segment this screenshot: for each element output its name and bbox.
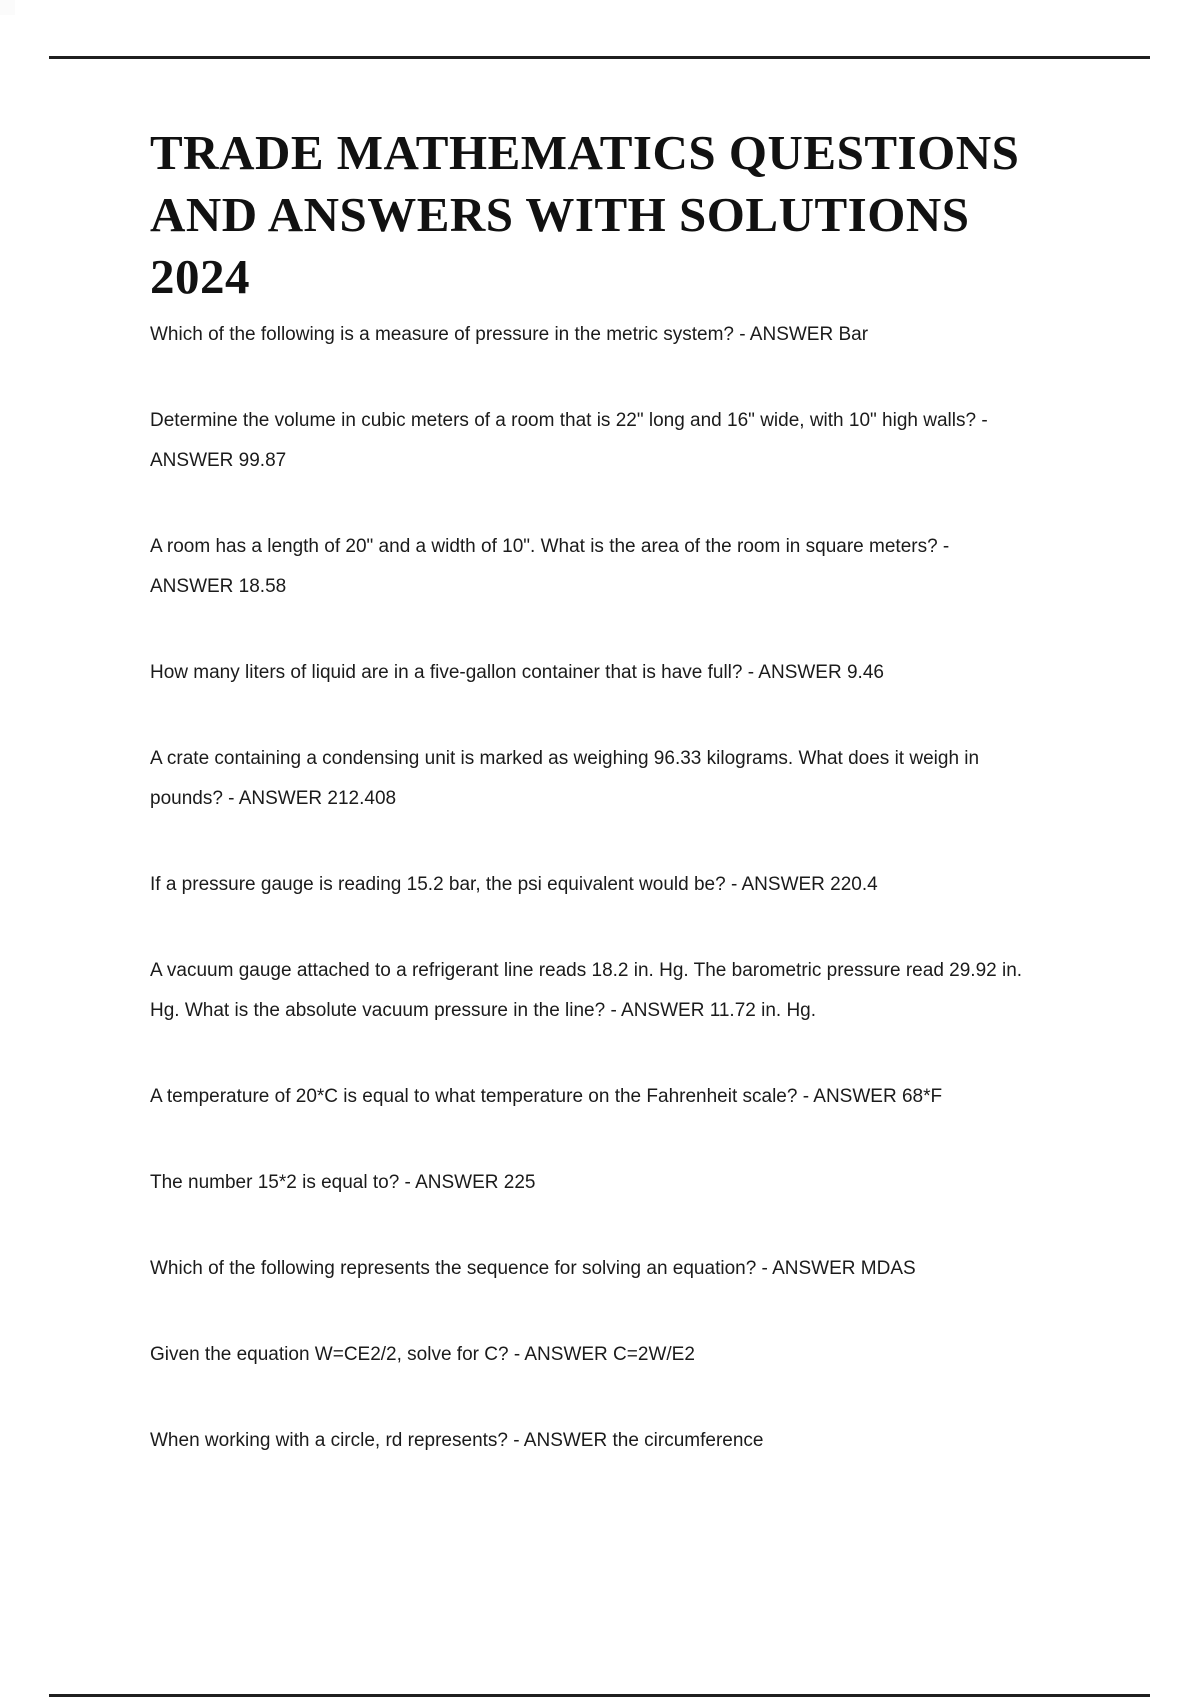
- qa-paragraph: [150, 1163, 1080, 1203]
- qa-line: A room has a length of 20" and a width of 10". What is the area of the room in square meters? -: [150, 536, 950, 557]
- qa-paragraph: [150, 527, 1080, 607]
- bottom-border-rule: [49, 1694, 1150, 1697]
- qa-line: pounds? - ANSWER 212.408: [150, 788, 397, 809]
- qa-line: A vacuum gauge attached to a refrigerant line reads 18.2 in. Hg. The barometric pressure read 29.92 in.: [150, 960, 1023, 981]
- page-title-line-2: AND ANSWERS WITH SOLUTIONS 2024: [150, 187, 970, 304]
- qa-paragraph: [150, 865, 1080, 905]
- qa-line: Determine the volume in cubic meters of a room that is 22" long and 16" wide, with 10" high walls? -: [150, 410, 988, 431]
- qa-line: The number 15*2 is equal to? - ANSWER 225: [150, 1172, 536, 1193]
- qa-line: When working with a circle, rd represents? - ANSWER the circumference: [150, 1430, 764, 1451]
- qa-paragraph: [150, 1335, 1080, 1375]
- qa-paragraph: [150, 1077, 1080, 1117]
- page-content: [150, 0, 1080, 1507]
- qa-line: Hg. What is the absolute vacuum pressure in the line? - ANSWER 11.72 in. Hg.: [150, 1000, 817, 1021]
- qa-line: A crate containing a condensing unit is marked as weighing 96.33 kilograms. What does it weigh in: [150, 748, 980, 769]
- qa-paragraph: [150, 1421, 1080, 1461]
- qa-paragraph: [150, 739, 1080, 819]
- qa-line: Which of the following represents the sequence for solving an equation? - ANSWER MDAS: [150, 1258, 916, 1279]
- qa-line: A temperature of 20*C is equal to what temperature on the Fahrenheit scale? - ANSWER 68*F: [150, 1086, 943, 1107]
- qa-paragraph: [150, 401, 1080, 481]
- page-title-line-1: TRADE MATHEMATICS QUESTIONS: [150, 125, 1020, 180]
- qa-line: Which of the following is a measure of pressure in the metric system? - ANSWER Bar: [150, 324, 869, 345]
- qa-line: ANSWER 18.58: [150, 576, 287, 597]
- qa-line: How many liters of liquid are in a five-gallon container that is have full? - ANSWER 9.46: [150, 662, 884, 683]
- qa-line: Given the equation W=CE2/2, solve for C? - ANSWER C=2W/E2: [150, 1344, 695, 1365]
- qa-paragraph: [150, 951, 1080, 1031]
- qa-paragraph: [150, 653, 1080, 693]
- qa-line: ANSWER 99.87: [150, 450, 287, 471]
- qa-list: [150, 315, 1080, 1461]
- qa-paragraph: [150, 315, 1080, 355]
- qa-line: If a pressure gauge is reading 15.2 bar, the psi equivalent would be? - ANSWER 220.4: [150, 874, 878, 895]
- page-corner-artifact: [0, 0, 15, 15]
- qa-paragraph: [150, 1249, 1080, 1289]
- page-title: [150, 122, 1080, 308]
